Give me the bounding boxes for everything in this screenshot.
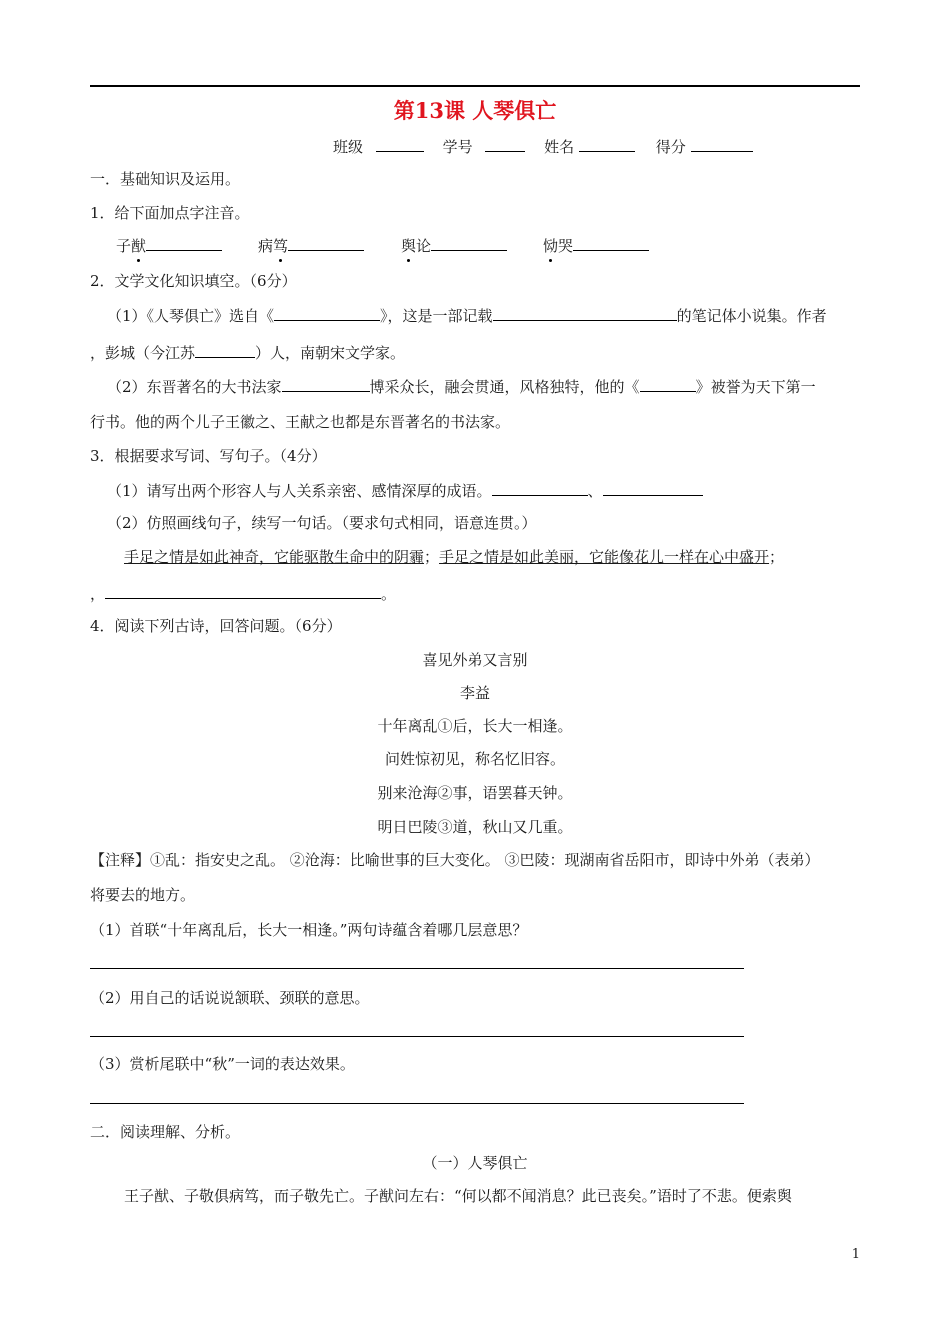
name-field[interactable] bbox=[579, 136, 635, 152]
pinyin-field-4[interactable] bbox=[573, 235, 649, 251]
pinyin-field-3[interactable] bbox=[431, 235, 507, 251]
number-field[interactable] bbox=[485, 136, 525, 152]
dotted-char: 恸 bbox=[543, 237, 559, 255]
score-label: 得分 bbox=[655, 138, 686, 156]
section2-heading: 二．阅读理解、分析。 bbox=[90, 1123, 241, 1141]
idiom-field-2[interactable] bbox=[603, 480, 703, 496]
poem-notes-line2: 将要去的地方。 bbox=[90, 886, 196, 904]
answer-line-1[interactable] bbox=[90, 968, 744, 969]
poem-line-4: 明日巴陵③道，秋山又几重。 bbox=[377, 818, 573, 836]
poem-line-3: 别来沧海②事，语罢暮天钟。 bbox=[377, 784, 573, 802]
q2-part1-line1: （1）《人琴俱亡》选自《 》，这是一部记载 的笔记体小说集。作者 bbox=[107, 307, 827, 325]
score-field[interactable] bbox=[691, 136, 753, 152]
passage-line-1: 王子猷、子敬俱病笃，而子敬先亡。子猷问左右：“何以都不闻消息？此已丧矣。”语时了不悲。便索舆 bbox=[124, 1187, 792, 1205]
answer-line-3[interactable] bbox=[90, 1103, 744, 1104]
poem-line-2: 问姓惊初见，称名忆旧容。 bbox=[384, 750, 565, 768]
page-number: 1 bbox=[851, 1247, 860, 1262]
pinyin-field-1[interactable] bbox=[146, 235, 222, 251]
q3-stem: 3．根据要求写词、写句子。（4分） bbox=[90, 447, 327, 465]
q4-sub3: （3）赏析尾联中“秋”一词的表达效果。 bbox=[90, 1055, 355, 1073]
q2-stem: 2．文学文化知识填空。（6分） bbox=[90, 272, 297, 290]
class-field[interactable] bbox=[376, 136, 424, 152]
passage-title: （一）人琴俱亡 bbox=[422, 1154, 528, 1172]
q1-word-4: 恸哭 bbox=[543, 235, 649, 256]
q2-part2-line2: 行书。他的两个儿子王徽之、王献之也都是东晋著名的书法家。 bbox=[90, 413, 511, 431]
q3-part1: （1）请写出两个形容人与人关系亲密、感情深厚的成语。 、 bbox=[107, 480, 703, 501]
pinyin-field-2[interactable] bbox=[288, 235, 364, 251]
number-label: 学号 bbox=[442, 138, 473, 156]
poem-author: 李益 bbox=[459, 684, 490, 702]
q2-part2-line1: （2）东晋著名的大书法家 博采众长，融会贯通，风格独特，他的《 》被誉为天下第一 bbox=[107, 378, 816, 396]
section1-heading: 一．基础知识及运用。 bbox=[90, 170, 241, 188]
poem-notes-line1: 【注释】①乱：指安史之乱。 ②沧海：比喻世事的巨大变化。 ③巴陵：现湖南省岳阳市，即诗中外弟（表弟） bbox=[90, 851, 820, 869]
idiom-field-1[interactable] bbox=[492, 480, 588, 496]
q4-stem: 4．阅读下列古诗，回答问题。（6分） bbox=[90, 617, 342, 635]
dotted-char: 猷 bbox=[131, 237, 147, 255]
book-content-field[interactable] bbox=[493, 305, 677, 321]
class-label: 班级 bbox=[333, 138, 364, 156]
q4-sub2: （2）用自己的话说说颔联、颈联的意思。 bbox=[90, 989, 370, 1007]
q1-stem: 1．给下面加点字注音。 bbox=[90, 204, 250, 222]
q1-word-2: 病笃 bbox=[258, 235, 364, 256]
q4-sub1: （1）首联“十年离乱后，长大一相逢。”两句诗蕴含着哪几层意思？ bbox=[90, 921, 528, 939]
q3-answer-line: ， 。 bbox=[90, 585, 397, 603]
header-rule bbox=[90, 85, 860, 87]
poem-title: 喜见外弟又言别 bbox=[422, 651, 528, 669]
q2-part1-line2: ，彭城（今江苏 ）人，南朝宋文学家。 bbox=[90, 344, 406, 362]
imitation-sentence-field[interactable] bbox=[105, 583, 381, 599]
student-info-row bbox=[333, 136, 753, 157]
name-label: 姓名 bbox=[544, 138, 575, 156]
poem-line-1: 十年离乱①后，长大一相逢。 bbox=[377, 717, 573, 735]
q1-word-3: 舆论 bbox=[401, 235, 507, 256]
dotted-char: 笃 bbox=[273, 237, 289, 255]
q1-word-1: 子猷 bbox=[116, 235, 222, 256]
answer-line-2[interactable] bbox=[90, 1036, 744, 1037]
author-hometown-field[interactable] bbox=[195, 342, 255, 358]
page-title: 第13课 人琴俱亡 bbox=[393, 98, 557, 123]
calligrapher-field[interactable] bbox=[282, 376, 370, 392]
q3-model-sentence: 手足之情是如此神奇，它能驱散生命中的阴霾；手足之情是如此美丽，它能像花儿一样在心中盛开； bbox=[124, 548, 785, 566]
q3-part2: （2）仿照画线句子，续写一句话。（要求句式相同，语意连贯。） bbox=[107, 514, 537, 532]
dotted-char: 舆 bbox=[401, 237, 417, 255]
calligraphy-work-field[interactable] bbox=[640, 376, 696, 392]
book-title-field[interactable] bbox=[274, 305, 380, 321]
